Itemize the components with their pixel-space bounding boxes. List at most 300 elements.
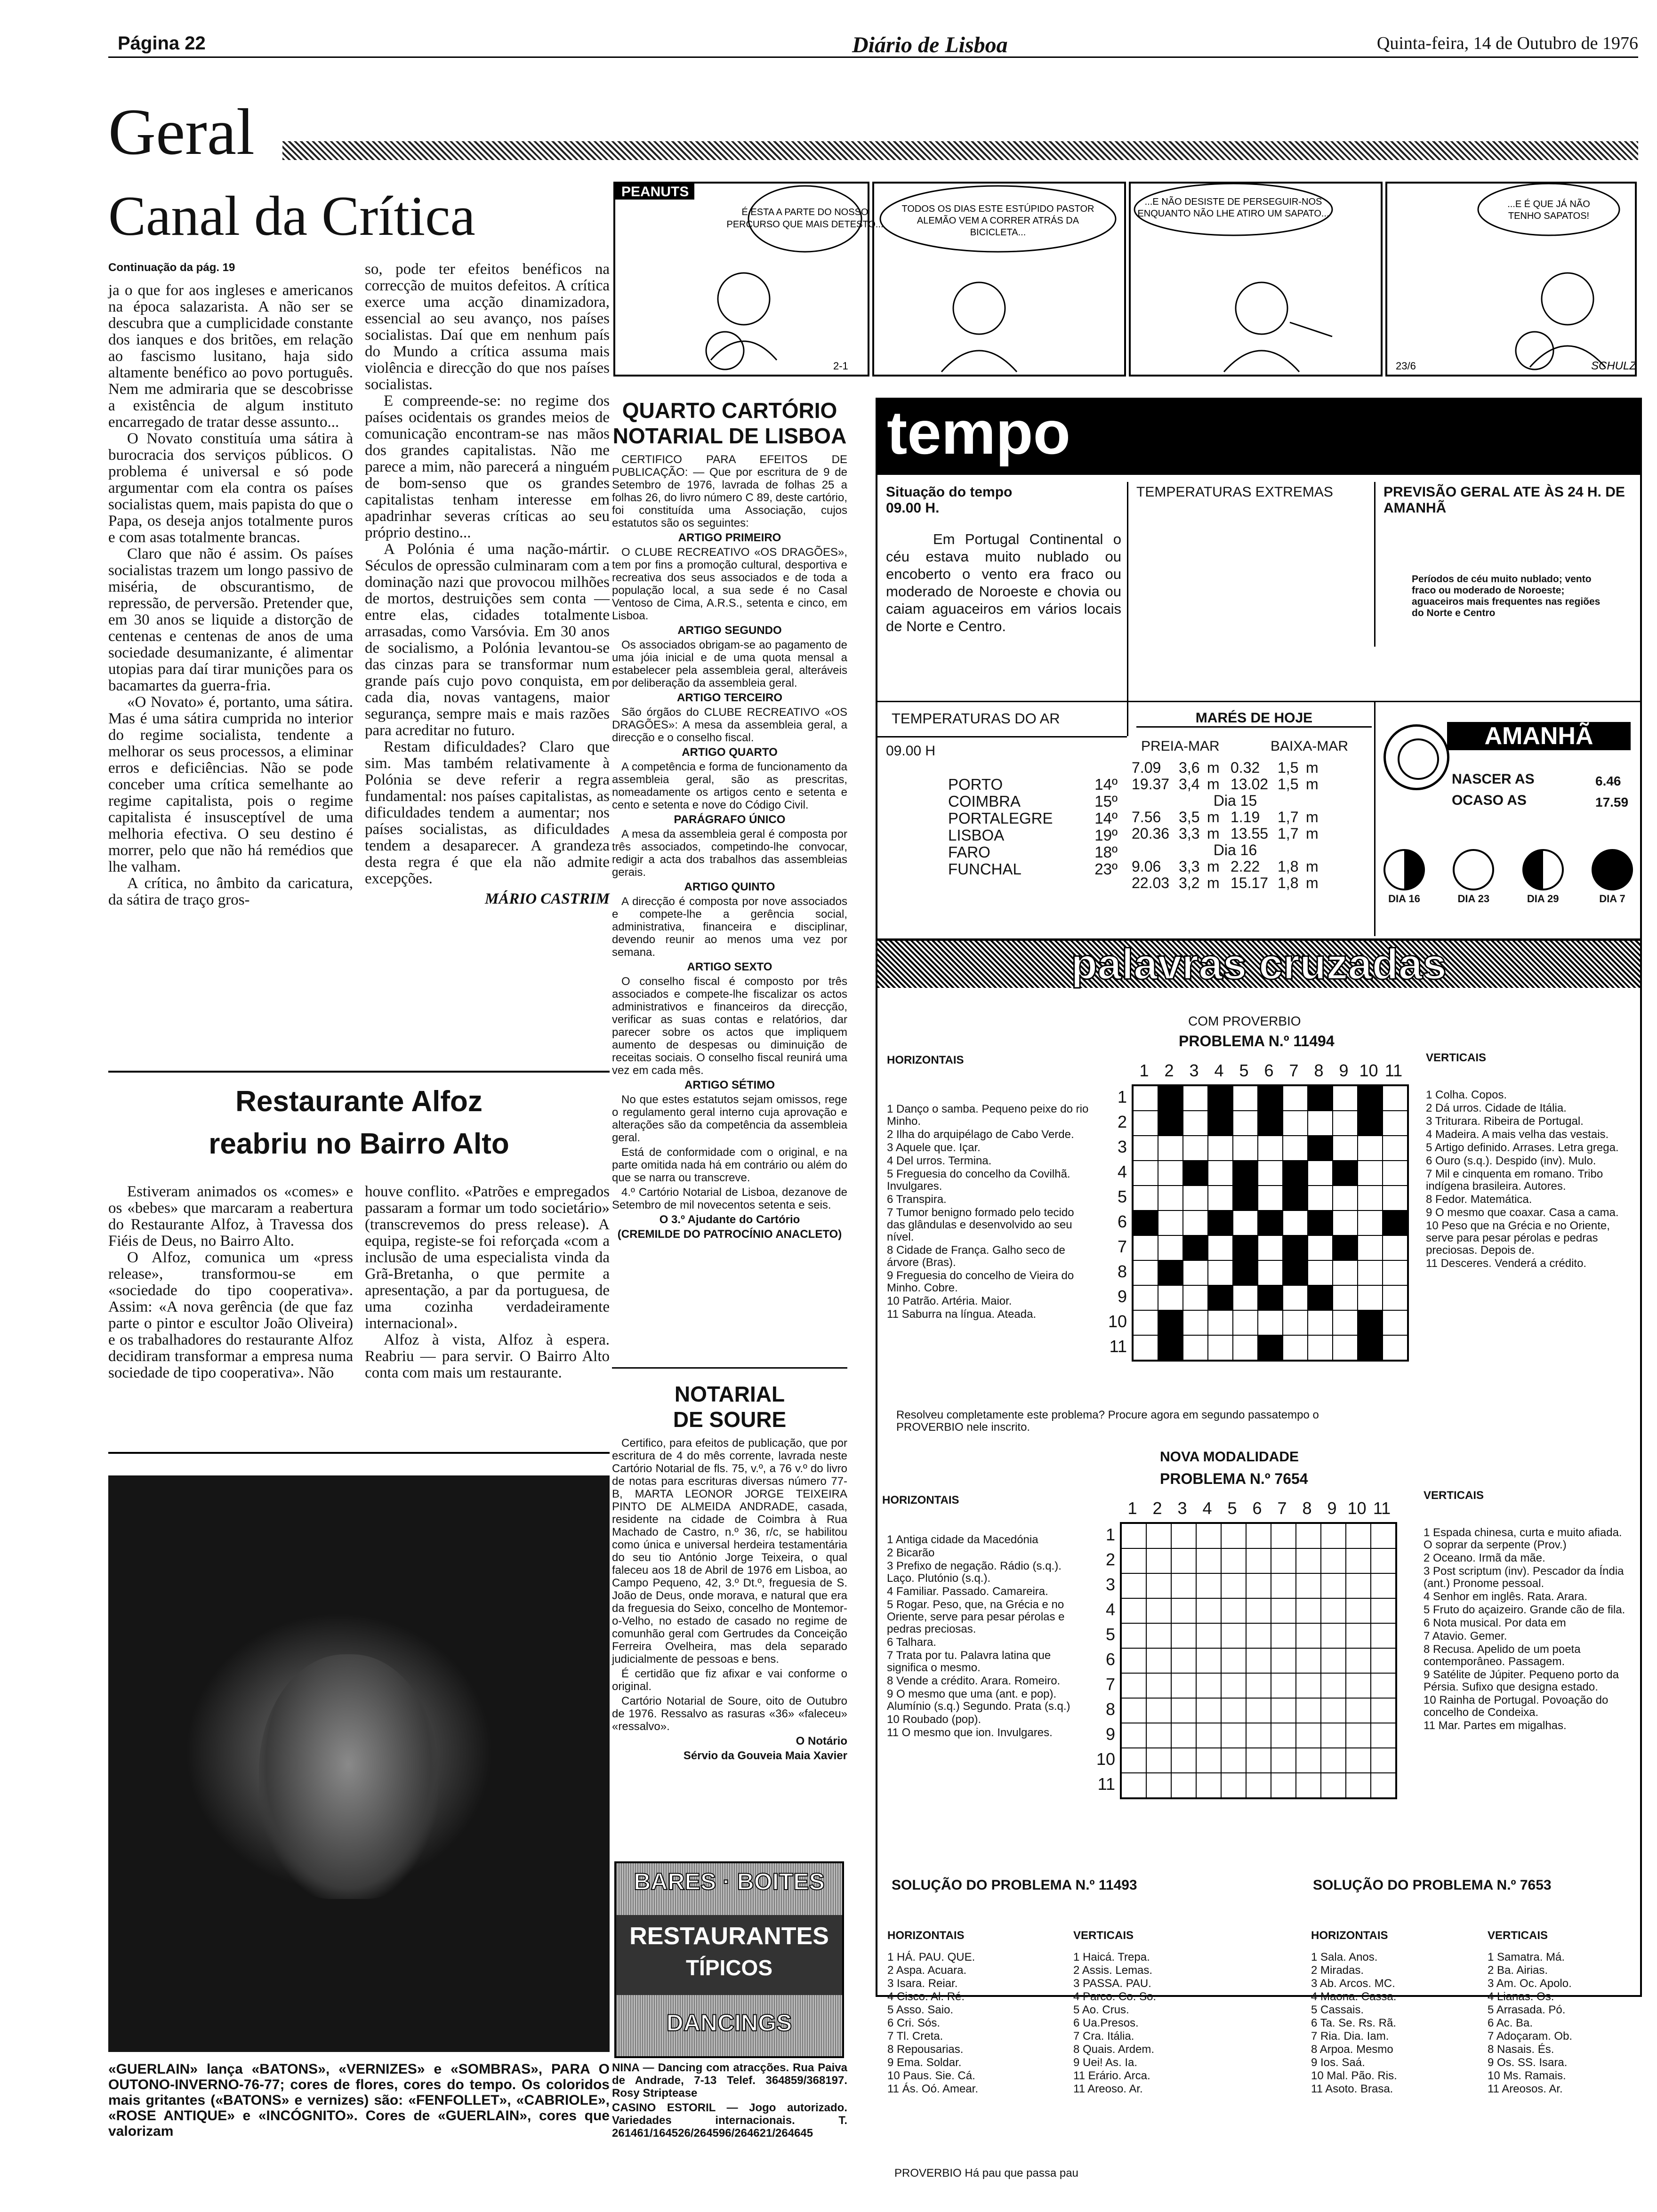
grid-cell[interactable]: [1308, 1161, 1333, 1186]
grid-cell[interactable]: [1158, 1086, 1183, 1111]
grid-cell[interactable]: [1221, 1523, 1246, 1548]
grid-cell[interactable]: [1346, 1523, 1371, 1548]
grid-cell[interactable]: [1121, 1723, 1146, 1748]
restaurant-headline-1: Restaurante Alfoz: [235, 1085, 483, 1118]
grid-cell[interactable]: [1221, 1698, 1246, 1723]
grid-cell[interactable]: [1133, 1111, 1158, 1136]
grid-cell[interactable]: [1296, 1673, 1321, 1698]
grid-cell[interactable]: [1208, 1335, 1233, 1360]
ad-banner: DANCINGS: [666, 2010, 792, 2036]
city-row: [948, 844, 1118, 861]
grid-cell[interactable]: [1196, 1598, 1221, 1623]
grid-cell[interactable]: [1333, 1186, 1358, 1210]
grid-cell[interactable]: [1233, 1260, 1258, 1285]
grid-cell[interactable]: [1196, 1523, 1221, 1548]
grid-cell[interactable]: [1346, 1648, 1371, 1673]
full-moon-icon: [1453, 849, 1494, 890]
grid-cell[interactable]: [1171, 1623, 1196, 1648]
grid-cell[interactable]: [1146, 1723, 1171, 1748]
grid-cell[interactable]: [1246, 1698, 1271, 1723]
grid-cell[interactable]: [1146, 1548, 1171, 1573]
grid-cell[interactable]: [1146, 1698, 1171, 1723]
article-heading: ARTIGO SEGUNDO: [677, 624, 782, 637]
ad-listing: [612, 2061, 847, 2141]
grid-cell[interactable]: [1221, 1773, 1246, 1798]
grid-cell[interactable]: [1371, 1523, 1396, 1548]
grid-cell[interactable]: [1358, 1136, 1383, 1161]
grid-cell[interactable]: [1283, 1310, 1308, 1335]
grid-cell[interactable]: [1346, 1773, 1371, 1798]
grid-cell[interactable]: [1283, 1260, 1308, 1285]
grid-cell[interactable]: [1146, 1748, 1171, 1773]
grid-cell[interactable]: [1133, 1335, 1158, 1360]
high-tide-label: PREIA-MAR: [1141, 738, 1220, 754]
tide-row: 9.06 3,3 m 2.22 1,8 m: [1132, 858, 1319, 875]
crossword-title: palavras cruzadas: [1071, 940, 1447, 988]
grid-cell[interactable]: [1233, 1285, 1258, 1310]
grid-cell[interactable]: [1383, 1086, 1408, 1111]
grid-cell[interactable]: [1246, 1623, 1271, 1648]
grid-cell[interactable]: [1208, 1136, 1233, 1161]
grid-cell[interactable]: [1258, 1310, 1283, 1335]
grid-cell[interactable]: [1333, 1310, 1358, 1335]
grid-cell[interactable]: [1196, 1623, 1221, 1648]
grid-cell[interactable]: [1296, 1548, 1321, 1573]
grid-cell[interactable]: [1196, 1573, 1221, 1598]
grid-cell[interactable]: [1196, 1648, 1221, 1673]
grid-cell[interactable]: [1383, 1111, 1408, 1136]
grid-cell[interactable]: [1296, 1648, 1321, 1673]
grid-cell[interactable]: [1183, 1310, 1208, 1335]
grid-cell[interactable]: [1271, 1623, 1296, 1648]
grid-cell[interactable]: [1258, 1260, 1283, 1285]
grid-cell[interactable]: [1183, 1186, 1208, 1210]
grid-cell[interactable]: [1296, 1698, 1321, 1723]
grid-cell[interactable]: [1246, 1648, 1271, 1673]
article-headline: Canal da Crítica: [108, 184, 475, 247]
grid-cell[interactable]: [1121, 1648, 1146, 1673]
grid-cell[interactable]: [1383, 1260, 1408, 1285]
city-temp: 23º: [1094, 860, 1118, 878]
grid-cell[interactable]: [1308, 1285, 1333, 1310]
grid-cell[interactable]: [1321, 1523, 1346, 1548]
grid-cell[interactable]: [1258, 1086, 1283, 1111]
grid-cell[interactable]: [1221, 1623, 1246, 1648]
grid-cell[interactable]: [1133, 1086, 1158, 1111]
grid-cell[interactable]: [1346, 1673, 1371, 1698]
grid-cell[interactable]: [1221, 1748, 1246, 1773]
grid-cell[interactable]: [1358, 1186, 1383, 1210]
page-number: Página 22: [118, 33, 206, 54]
grid-cell[interactable]: [1283, 1111, 1308, 1136]
grid-cell[interactable]: [1346, 1748, 1371, 1773]
grid-cell[interactable]: [1221, 1648, 1246, 1673]
grid-cell[interactable]: [1133, 1260, 1158, 1285]
grid-cell[interactable]: [1271, 1723, 1296, 1748]
grid-cell[interactable]: [1258, 1335, 1283, 1360]
grid-cell[interactable]: [1333, 1260, 1358, 1285]
grid-cell[interactable]: [1258, 1186, 1283, 1210]
grid-cell[interactable]: [1383, 1310, 1408, 1335]
grid-cell[interactable]: [1321, 1698, 1346, 1723]
grid-cell[interactable]: [1246, 1673, 1271, 1698]
comic-strip: [612, 181, 1638, 379]
grid-cell[interactable]: [1358, 1086, 1383, 1111]
grid-cell[interactable]: [1283, 1136, 1308, 1161]
grid-cell[interactable]: [1121, 1673, 1146, 1698]
grid-cell[interactable]: [1308, 1136, 1333, 1161]
grid-cell[interactable]: [1183, 1136, 1208, 1161]
grid-cell[interactable]: [1158, 1186, 1183, 1210]
grid-cell[interactable]: [1208, 1310, 1233, 1335]
grid-cell[interactable]: [1233, 1335, 1258, 1360]
listing-nina: NINA — Dancing com atracções. Rua Paiva de Andrade, 7-13 Telef. 364859/368197. Rosy Striptease: [612, 2061, 847, 2100]
grid-cell[interactable]: [1333, 1111, 1358, 1136]
grid-cell[interactable]: [1358, 1235, 1383, 1260]
grid-cell[interactable]: [1283, 1285, 1308, 1310]
grid-cell[interactable]: [1383, 1136, 1408, 1161]
grid-cell[interactable]: [1333, 1235, 1358, 1260]
grid-cell[interactable]: [1146, 1523, 1171, 1548]
grid-cell[interactable]: [1171, 1598, 1196, 1623]
grid-cell[interactable]: [1258, 1210, 1283, 1235]
grid-cell[interactable]: [1221, 1673, 1246, 1698]
grid-cell[interactable]: [1333, 1136, 1358, 1161]
article-heading: PARÁGRAFO ÚNICO: [674, 813, 786, 826]
grid-cell[interactable]: [1308, 1235, 1333, 1260]
grid-cell[interactable]: [1208, 1260, 1233, 1285]
entertainment-ad: [614, 1861, 844, 2058]
grid-cell[interactable]: [1133, 1285, 1158, 1310]
grid-cell[interactable]: [1121, 1548, 1146, 1573]
grid-cell[interactable]: [1371, 1548, 1396, 1573]
crossword-grid-2[interactable]: [1120, 1522, 1397, 1799]
grid-cell[interactable]: [1183, 1285, 1208, 1310]
grid-cell[interactable]: [1233, 1086, 1258, 1111]
article-column-1: [108, 282, 353, 908]
grid-cell[interactable]: [1246, 1773, 1271, 1798]
situation-text: Em Portugal Continental o céu estava muito nublado ou encoberto o vento era fraco ou moderado de Noroeste e chovia ou caiam aguaceiros em vários locais de Norte e Centro.: [886, 531, 1121, 634]
grid-cell[interactable]: [1121, 1773, 1146, 1798]
paragraph: Os associados obrigam-se ao pagamento de uma jóia inicial e de uma quota mensal a estabelecer pela assembleia geral, alteráveis por deliberação da assembleia geral.: [612, 639, 847, 689]
grid-cell[interactable]: [1208, 1210, 1233, 1235]
grid-cell[interactable]: [1133, 1186, 1158, 1210]
grid-cell[interactable]: [1258, 1161, 1283, 1186]
grid-cell[interactable]: [1121, 1698, 1146, 1723]
grid-cell[interactable]: [1308, 1086, 1333, 1111]
grid-cell[interactable]: [1158, 1235, 1183, 1260]
grid-cell[interactable]: [1121, 1748, 1146, 1773]
grid-cell[interactable]: [1371, 1573, 1396, 1598]
grid-cell[interactable]: [1171, 1748, 1196, 1773]
page-header: [108, 19, 1638, 58]
grid-cell[interactable]: [1233, 1186, 1258, 1210]
comic-signature: SCHULZ: [1591, 360, 1637, 372]
grid-cell[interactable]: [1371, 1748, 1396, 1773]
grid-cell[interactable]: [1183, 1161, 1208, 1186]
grid-cell[interactable]: [1121, 1573, 1146, 1598]
grid-cell[interactable]: [1271, 1673, 1296, 1698]
problem-number: PROBLEMA N.º 11494: [1179, 1033, 1335, 1050]
tide-row: 20.36 3,3 m 13.55 1,7 m: [1132, 825, 1319, 842]
grid-cell[interactable]: [1196, 1773, 1221, 1798]
tide-table: [1132, 760, 1339, 891]
weather-title: tempo: [887, 398, 1070, 467]
grid-cell[interactable]: [1358, 1210, 1383, 1235]
grid-cell[interactable]: [1333, 1210, 1358, 1235]
grid-cell[interactable]: [1171, 1773, 1196, 1798]
grid-cell[interactable]: [1296, 1573, 1321, 1598]
grid-cell[interactable]: [1246, 1523, 1271, 1548]
grid-cell[interactable]: [1133, 1235, 1158, 1260]
grid-cell[interactable]: [1171, 1523, 1196, 1548]
grid-cell[interactable]: [1371, 1698, 1396, 1723]
signature: O Notário: [796, 1735, 847, 1747]
grid-cell[interactable]: [1158, 1260, 1183, 1285]
grid-cell[interactable]: [1346, 1723, 1371, 1748]
divider: [877, 736, 1127, 737]
grid-cell[interactable]: [1233, 1161, 1258, 1186]
grid-cell[interactable]: [1358, 1285, 1383, 1310]
grid-cell[interactable]: [1183, 1260, 1208, 1285]
grid-cell[interactable]: [1146, 1773, 1171, 1798]
grid-cell[interactable]: [1296, 1623, 1321, 1648]
paragraph: A competência e forma de funcionamento da assembleia geral, são as prescritas, nomeadamente os artigos cento e setenta e cento e setenta e nove do Código Civil.: [612, 761, 847, 811]
paragraph: Está de conformidade com o original, e na parte omitida nada há em contrário ou além do que se narra ou transcreve.: [612, 1146, 847, 1184]
grid-cell[interactable]: [1346, 1573, 1371, 1598]
grid-cell[interactable]: [1196, 1548, 1221, 1573]
grid-cell[interactable]: [1371, 1673, 1396, 1698]
grid-cell[interactable]: [1271, 1598, 1296, 1623]
grid-cell[interactable]: [1271, 1748, 1296, 1773]
crossword-subtitle: COM PROVERBIO: [1188, 1014, 1301, 1028]
city-row: [948, 827, 1118, 844]
grid-cell[interactable]: [1158, 1335, 1183, 1360]
paragraph: Restam dificuldades? Claro que sim. Mas também relativamente à Polónia se deve referir a regra fundamental: nos países capitalistas, as dificuldades tendem a aumentar; nos países socialistas, as dificuldades tendem a desaparecer. A grandeza desta regra é que ela não admite excepções.: [365, 738, 610, 887]
grid-cell[interactable]: [1283, 1235, 1308, 1260]
grid-cell[interactable]: [1171, 1548, 1196, 1573]
grid-cell[interactable]: [1271, 1573, 1296, 1598]
grid-cell[interactable]: [1146, 1623, 1171, 1648]
grid-cell[interactable]: [1208, 1285, 1233, 1310]
grid-cell[interactable]: [1208, 1086, 1233, 1111]
grid-cell[interactable]: [1146, 1648, 1171, 1673]
grid-cell[interactable]: [1158, 1161, 1183, 1186]
grid-cell[interactable]: [1296, 1773, 1321, 1798]
city-temp: 19º: [1094, 826, 1118, 844]
solution-horizontal-1: HORIZONTAIS 1 HÁ. PAU. QUE. 2 Aspa. Acuara. 3 Isara. Reiar. 4 Cisco. Al. Ré. 5 Asso. Saio. 6 Cri. Sós. 7 Tl. Creta. 8 Repousarias. 9 Ema. Soldar. 10 Paus. Sie. Cá. 11 Ás. Oó. Amear.: [887, 1929, 978, 2095]
grid-cell[interactable]: [1171, 1573, 1196, 1598]
grid-cell[interactable]: [1196, 1748, 1221, 1773]
divider: [612, 1367, 847, 1369]
grid-cell[interactable]: [1183, 1335, 1208, 1360]
grid-cell[interactable]: [1371, 1723, 1396, 1748]
grid-cell[interactable]: [1183, 1086, 1208, 1111]
grid-cell[interactable]: [1246, 1548, 1271, 1573]
grid-cell[interactable]: [1283, 1186, 1308, 1210]
grid-cell[interactable]: [1346, 1698, 1371, 1723]
grid-cell[interactable]: [1271, 1773, 1296, 1798]
grid-cell[interactable]: [1221, 1598, 1246, 1623]
comic-text-1: É ESTA A PARTE DO NOSSO: [741, 207, 869, 217]
grid-cell[interactable]: [1358, 1260, 1383, 1285]
ad-banner: BARES · BOITES: [634, 1868, 825, 1895]
grid-cell[interactable]: [1321, 1548, 1346, 1573]
sunrise-time: 6.46: [1595, 774, 1621, 788]
grid-cell[interactable]: [1283, 1335, 1308, 1360]
weather-banner: [877, 400, 1640, 475]
grid-cell[interactable]: [1283, 1161, 1308, 1186]
grid-cell[interactable]: [1358, 1161, 1383, 1186]
grid-cell[interactable]: [1221, 1723, 1246, 1748]
grid-cell[interactable]: [1233, 1235, 1258, 1260]
grid-cell[interactable]: [1208, 1186, 1233, 1210]
grid-cell[interactable]: [1221, 1548, 1246, 1573]
grid-cell[interactable]: [1321, 1623, 1346, 1648]
grid-cell[interactable]: [1358, 1310, 1383, 1335]
problem-number: PROBLEMA N.º 7654: [1160, 1470, 1308, 1487]
grid-cell[interactable]: [1271, 1548, 1296, 1573]
grid-cell[interactable]: [1308, 1310, 1333, 1335]
horizontal-heading: HORIZONTAIS: [887, 1054, 964, 1066]
grid-cell[interactable]: [1183, 1235, 1208, 1260]
grid-cell[interactable]: [1333, 1161, 1358, 1186]
grid-cell[interactable]: [1333, 1086, 1358, 1111]
divider: [108, 1452, 610, 1454]
grid-cell[interactable]: [1308, 1186, 1333, 1210]
crossword-grid-1[interactable]: [1132, 1084, 1409, 1362]
grid-cell[interactable]: [1171, 1723, 1196, 1748]
grid-cell[interactable]: [1271, 1648, 1296, 1673]
grid-cell[interactable]: [1333, 1335, 1358, 1360]
grid-cell[interactable]: [1383, 1335, 1408, 1360]
grid-cell[interactable]: [1371, 1648, 1396, 1673]
grid-cell[interactable]: [1208, 1111, 1233, 1136]
grid-cell[interactable]: [1246, 1598, 1271, 1623]
grid-cell[interactable]: [1121, 1623, 1146, 1648]
grid-cell[interactable]: [1146, 1598, 1171, 1623]
grid-cell[interactable]: [1283, 1086, 1308, 1111]
grid-cell[interactable]: [1308, 1111, 1333, 1136]
grid-cell[interactable]: [1321, 1648, 1346, 1673]
grid-cell[interactable]: [1233, 1210, 1258, 1235]
sunrise-label: NASCER AS: [1452, 771, 1535, 787]
grid-cell[interactable]: [1121, 1523, 1146, 1548]
grid-cell[interactable]: [1233, 1136, 1258, 1161]
grid-cell[interactable]: [1133, 1310, 1158, 1335]
grid-cell[interactable]: [1196, 1723, 1221, 1748]
grid-cell[interactable]: [1246, 1573, 1271, 1598]
column-rule: [1374, 482, 1375, 647]
grid-cell[interactable]: [1383, 1186, 1408, 1210]
restaurant-column-1: [108, 1184, 353, 1381]
grid-cell[interactable]: [1271, 1523, 1296, 1548]
grid-cell[interactable]: [1183, 1111, 1208, 1136]
moon-phases: [1384, 849, 1633, 905]
grid-cell[interactable]: [1283, 1210, 1308, 1235]
grid-cell[interactable]: [1158, 1136, 1183, 1161]
grid-cell[interactable]: [1246, 1723, 1271, 1748]
grid-cell[interactable]: [1296, 1523, 1321, 1548]
svg-text:TODOS OS DIAS ESTE ESTÚPIDO PA: TODOS OS DIAS ESTE ESTÚPIDO PASTOR: [901, 204, 1094, 214]
grid-cell[interactable]: [1208, 1235, 1233, 1260]
grid-cell[interactable]: [1321, 1748, 1346, 1773]
grid-cell[interactable]: [1133, 1136, 1158, 1161]
grid-cell[interactable]: [1171, 1673, 1196, 1698]
grid-cell[interactable]: [1258, 1136, 1283, 1161]
grid-cell[interactable]: [1346, 1598, 1371, 1623]
tide-row: 7.09 3,6 m 0.32 1,5 m: [1132, 759, 1319, 776]
grid-cell[interactable]: [1258, 1285, 1283, 1310]
grid-cell[interactable]: [1196, 1673, 1221, 1698]
grid-cell[interactable]: [1308, 1335, 1333, 1360]
section-rule: [282, 141, 1638, 160]
grid-cell[interactable]: [1308, 1210, 1333, 1235]
grid-cell[interactable]: [1321, 1673, 1346, 1698]
grid-cell[interactable]: [1171, 1698, 1196, 1723]
section-title: Geral: [108, 96, 255, 168]
grid-cell[interactable]: [1158, 1210, 1183, 1235]
grid-cell[interactable]: [1358, 1111, 1383, 1136]
article-column-2: [365, 261, 610, 907]
grid-cell[interactable]: [1383, 1235, 1408, 1260]
grid-cell[interactable]: [1371, 1623, 1396, 1648]
grid-cell[interactable]: [1133, 1161, 1158, 1186]
grid-cell[interactable]: [1346, 1623, 1371, 1648]
notary-notice-1: [612, 398, 847, 1242]
grid-cell[interactable]: [1321, 1723, 1346, 1748]
grid-cell[interactable]: [1158, 1310, 1183, 1335]
grid-cell[interactable]: [1208, 1161, 1233, 1186]
grid-cell[interactable]: [1296, 1598, 1321, 1623]
grid-cell[interactable]: [1146, 1573, 1171, 1598]
amanha-label: AMANHÃ: [1447, 722, 1631, 750]
comic-brand: PEANUTS: [621, 184, 689, 200]
grid-cell[interactable]: [1258, 1111, 1283, 1136]
grid-cell[interactable]: [1196, 1698, 1221, 1723]
grid-cell[interactable]: [1246, 1748, 1271, 1773]
grid-cell[interactable]: [1371, 1773, 1396, 1798]
grid-cell[interactable]: [1221, 1573, 1246, 1598]
grid-cell[interactable]: [1121, 1598, 1146, 1623]
grid-cell[interactable]: [1333, 1285, 1358, 1310]
grid-cell[interactable]: [1383, 1161, 1408, 1186]
grid-cell[interactable]: [1321, 1773, 1346, 1798]
grid-cell[interactable]: [1271, 1698, 1296, 1723]
grid-cell[interactable]: [1321, 1598, 1346, 1623]
grid-cell[interactable]: [1258, 1235, 1283, 1260]
grid-cell[interactable]: [1158, 1285, 1183, 1310]
grid-cell[interactable]: [1183, 1210, 1208, 1235]
grid-cell[interactable]: [1371, 1598, 1396, 1623]
restaurant-column-2: [365, 1184, 610, 1381]
grid-cell[interactable]: [1358, 1335, 1383, 1360]
tide-day: Dia 15: [1213, 792, 1257, 809]
grid-cell[interactable]: [1308, 1260, 1333, 1285]
grid-cell[interactable]: [1233, 1111, 1258, 1136]
grid-cell[interactable]: [1321, 1573, 1346, 1598]
grid-cell[interactable]: [1133, 1210, 1158, 1235]
grid-cell[interactable]: [1296, 1723, 1321, 1748]
grid-cell[interactable]: [1296, 1748, 1321, 1773]
grid-cell[interactable]: [1346, 1548, 1371, 1573]
grid-cell[interactable]: [1146, 1673, 1171, 1698]
grid-cell[interactable]: [1158, 1111, 1183, 1136]
grid-cell[interactable]: [1233, 1310, 1258, 1335]
grid-cell[interactable]: [1383, 1210, 1408, 1235]
grid-cell[interactable]: [1171, 1648, 1196, 1673]
grid-cell[interactable]: [1383, 1285, 1408, 1310]
